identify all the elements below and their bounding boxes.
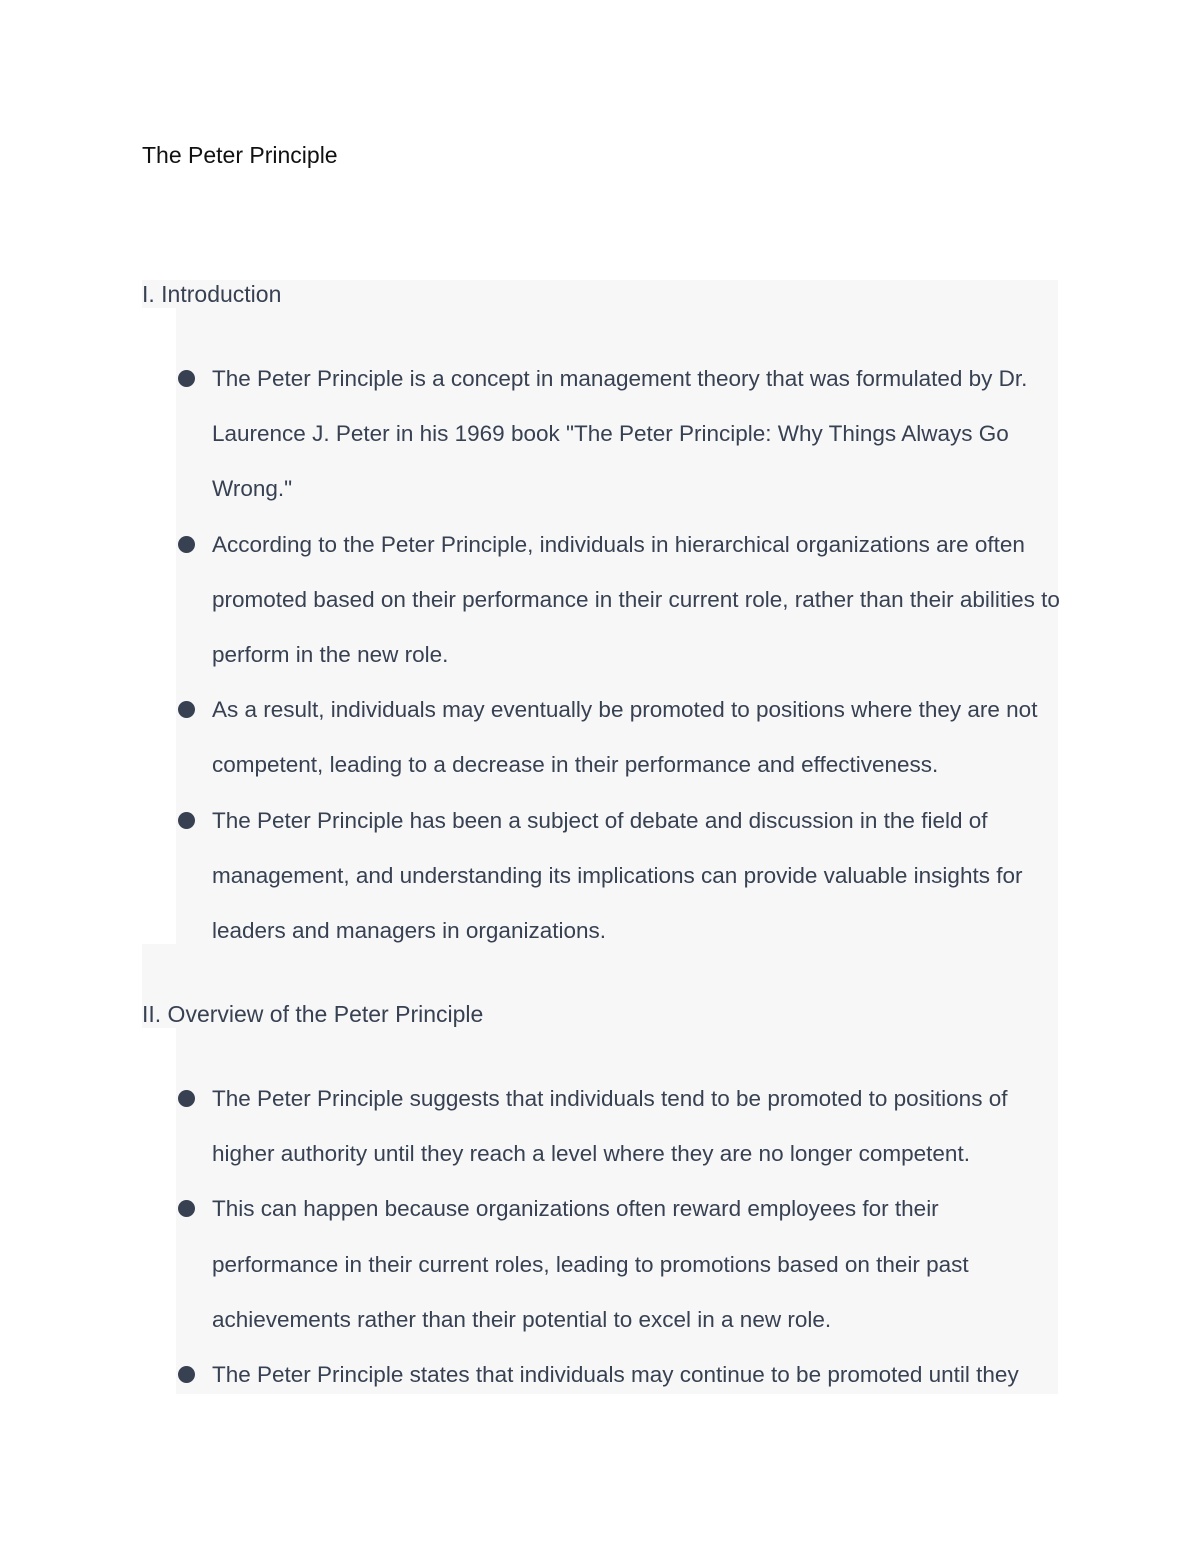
list-item-text: The Peter Principle has been a subject of debate and discussion in the field of management, and understanding its implications can provide valuable insights for leaders and managers in organizations. bbox=[212, 807, 1023, 944]
section-heading-overview: II. Overview of the Peter Principle bbox=[142, 1001, 484, 1027]
list-item-text: The Peter Principle suggests that individuals tend to be promoted to positions of higher authority until they reach a level where they are no longer competent. bbox=[212, 1086, 1008, 1167]
bullet-dot-icon bbox=[178, 701, 195, 718]
list-item-text: As a result, individuals may eventually be promoted to positions where they are not competent, leading to a decrease in their performance and effectiveness. bbox=[212, 697, 1038, 778]
list-item bbox=[176, 682, 1066, 792]
bullet-dot-icon bbox=[178, 1200, 195, 1217]
list-item bbox=[176, 1071, 1066, 1181]
list-item bbox=[176, 793, 1066, 959]
list-item-text: According to the Peter Principle, individuals in hierarchical organizations are often promoted based on their performance in their current role, rather than their abilities to perform in the new role. bbox=[212, 531, 1060, 668]
list-item bbox=[176, 351, 1066, 517]
list-item-text: The Peter Principle is a concept in management theory that was formulated by Dr. Laurence J. Peter in his 1969 book "The Peter Principle: Why Things Always Go Wrong." bbox=[212, 366, 1028, 502]
bullet-dot-icon bbox=[178, 536, 195, 553]
list-item bbox=[176, 1347, 1066, 1402]
overview-bullet-list bbox=[176, 1071, 1066, 1402]
list-item-text: The Peter Principle states that individuals may continue to be promoted until they bbox=[212, 1362, 1019, 1388]
introduction-bullet-list bbox=[176, 351, 1066, 958]
list-item-text: This can happen because organizations often reward employees for their performance in their current roles, leading to promotions based on their past achievements rather than their potential to excel in a new role. bbox=[212, 1196, 969, 1332]
list-item bbox=[176, 1181, 1066, 1347]
document-title: The Peter Principle bbox=[142, 142, 338, 168]
list-item bbox=[176, 517, 1066, 683]
bullet-dot-icon bbox=[178, 370, 195, 387]
section-heading-introduction: I. Introduction bbox=[142, 281, 282, 307]
bullet-dot-icon bbox=[178, 1090, 195, 1107]
bullet-dot-icon bbox=[178, 812, 195, 829]
bullet-dot-icon bbox=[178, 1366, 195, 1383]
